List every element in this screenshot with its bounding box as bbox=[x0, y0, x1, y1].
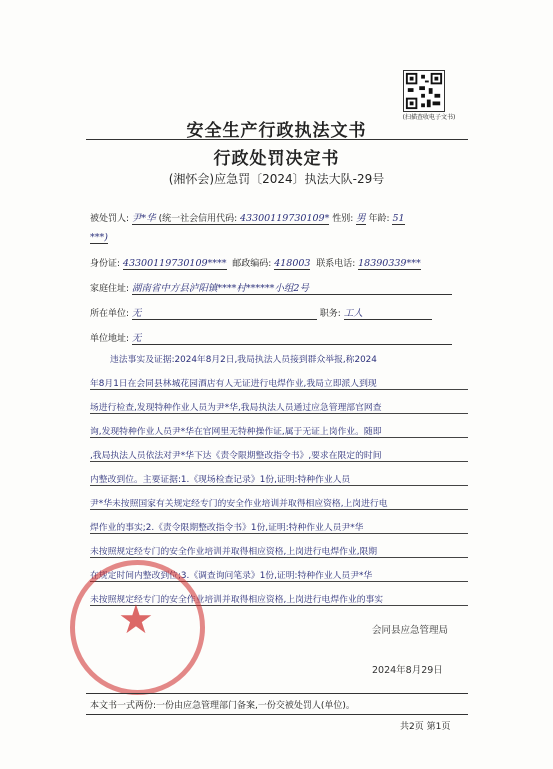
qr-code-icon[interactable] bbox=[403, 70, 445, 112]
party-row bbox=[90, 210, 405, 224]
document-number: (湘怀会)应急罚〔2024〕执法大队-29号 bbox=[168, 172, 385, 186]
footer-rule-bottom bbox=[86, 714, 468, 715]
title-rule bbox=[86, 139, 468, 140]
seal-star-icon: ★ bbox=[118, 597, 154, 643]
document-subtitle: 行政处罚决定书 bbox=[213, 149, 340, 169]
postal-label: 邮政编码: bbox=[232, 259, 272, 269]
age-continuation: ***) bbox=[90, 232, 108, 243]
body-line: ,我局执法人员依法对尹*华下达《责令限期整改指令书》,要求在限定的时间 bbox=[90, 448, 468, 462]
body-line: 违法事实及证据:2024年8月2日,我局执法人员接到群众举报,称2024 bbox=[110, 355, 377, 365]
issuing-org: 会同县应急管理局 bbox=[372, 625, 449, 636]
body-line: 未按照规定经专门的安全作业培训并取得相应资格,上岗进行电焊作业的事实 bbox=[90, 592, 468, 606]
body-line: 尹*华未按照国家有关规定经专门的安全作业培训并取得相应资格,上岗进行电 bbox=[90, 496, 468, 510]
unit-row bbox=[90, 305, 432, 320]
postal-value: 418003 bbox=[274, 258, 311, 269]
gender-label: 性别: bbox=[332, 214, 354, 224]
credit-value: 43300119730109* bbox=[239, 213, 330, 224]
phone-value: 18390339*** bbox=[358, 258, 421, 269]
address-label: 家庭住址: bbox=[90, 284, 130, 294]
issue-date: 2024年8月29日 bbox=[372, 665, 443, 676]
address-row bbox=[90, 280, 452, 295]
unit-address-row bbox=[90, 330, 452, 345]
body-line: 内整改到位。主要证据:1.《现场检查记录》1份,证明:特种作业人员 bbox=[90, 472, 468, 486]
footer-rule-top bbox=[86, 693, 468, 694]
body-line: 年8月1日在会同县林城花园酒店有人无证进行电焊作业,我局立即派人到现 bbox=[90, 376, 468, 390]
credit-label: (统一社会信用代码: bbox=[158, 214, 238, 224]
body-line: 场进行检查,发现特种作业人员为尹*华,我局执法人员通过应急管理部官网查 bbox=[90, 400, 468, 414]
body-line: 在规定时间内整改到位;3.《调查询问笔录》1份,证明:特种作业人员尹*华 bbox=[90, 568, 468, 582]
gender-value: 男 bbox=[356, 213, 366, 224]
body-line: 焊作业的事实;2.《责令限期整改指令书》1份,证明:特种作业人员尹*华 bbox=[90, 520, 468, 534]
body-line: 未按照规定经专门的安全作业培训并取得相应资格,上岗进行电焊作业,限期 bbox=[90, 544, 468, 558]
job-label: 职务: bbox=[319, 309, 341, 319]
party-name: 尹*华 bbox=[131, 213, 156, 224]
id-label: 身份证: bbox=[90, 259, 121, 269]
unit-label: 所在单位: bbox=[90, 309, 130, 319]
age-label: 年龄: bbox=[368, 214, 390, 224]
unit-value: 无 bbox=[131, 308, 142, 319]
address-value: 湖南省中方县泸阳镇****村******小组2号 bbox=[131, 283, 309, 294]
party-label: 被处罚人: bbox=[90, 214, 130, 224]
age-value: 51 bbox=[392, 213, 405, 224]
unit-address-value: 无 bbox=[131, 333, 142, 344]
document-title: 安全生产行政执法文书 bbox=[186, 121, 367, 141]
body-line: 询,发现特种作业人员尹*华在官网里无特种操作证,属于无证上岗作业。随即 bbox=[90, 424, 468, 438]
id-row bbox=[90, 256, 421, 269]
age-cont-row bbox=[90, 232, 108, 243]
id-value: 43300119730109**** bbox=[122, 258, 227, 269]
unit-address-label: 单位地址: bbox=[90, 334, 130, 344]
page-indicator: 共2页 第1页 bbox=[400, 722, 451, 732]
footer-note: 本文书一式两份:一份由应急管理部门备案,一份交被处罚人(单位)。 bbox=[90, 701, 355, 711]
qr-caption: (扫描查收电子文书) bbox=[402, 114, 456, 121]
job-value: 工人 bbox=[343, 308, 363, 319]
phone-label: 联系电话: bbox=[316, 259, 356, 269]
